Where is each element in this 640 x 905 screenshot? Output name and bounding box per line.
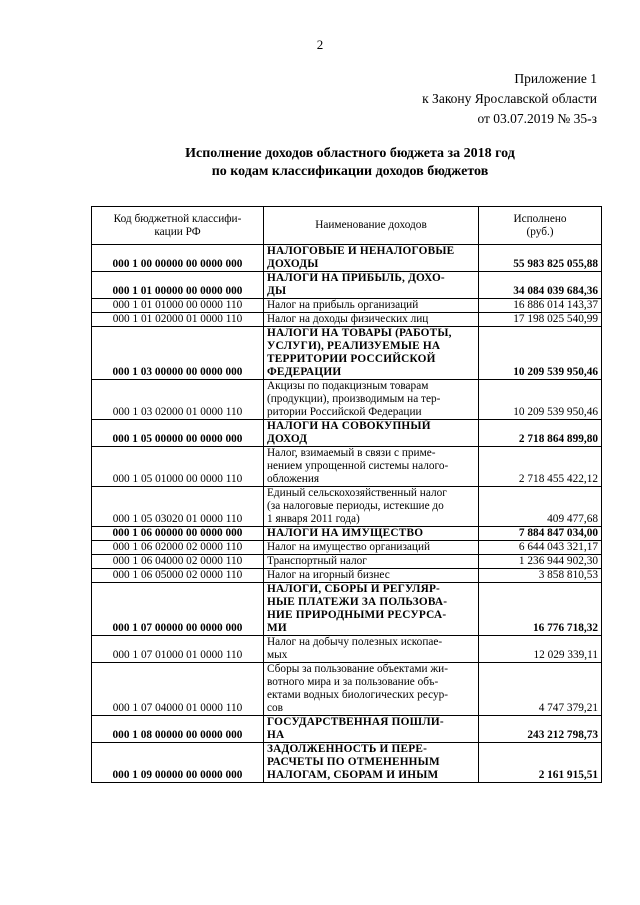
cell-name-line: ектами водных биологических ресур- — [267, 689, 449, 701]
cell-amount: 2 718 864 899,80 — [479, 420, 602, 447]
table-body — [92, 245, 602, 783]
cell-amount: 55 983 825 055,88 — [479, 245, 602, 272]
cell-name-line: вотного мира и за пользование объ- — [267, 676, 439, 688]
table-row — [92, 636, 602, 663]
table-row — [92, 527, 602, 541]
cell-amount: 243 212 798,73 — [479, 716, 602, 743]
table-row — [92, 487, 602, 527]
cell-name — [264, 663, 479, 716]
header-code-line: Код бюджетной классифи- — [113, 212, 242, 225]
cell-code: 000 1 00 00000 00 0000 000 — [92, 245, 264, 272]
header-name: Наименование доходов — [264, 207, 479, 245]
cell-name-line: НАЛОГАМ, СБОРАМ И ИНЫМ — [267, 769, 439, 781]
header-code — [92, 207, 264, 245]
cell-name-line: Сборы за пользование объектами жи- — [267, 663, 448, 675]
cell-name-line: (продукции), производимым на тер- — [267, 393, 441, 405]
cell-amount: 3 858 810,53 — [479, 569, 602, 583]
table-row — [92, 555, 602, 569]
cell-name-line: Налог на доходы физических лиц — [267, 313, 429, 325]
table-row — [92, 313, 602, 327]
revenue-table — [91, 206, 602, 783]
cell-code: 000 1 09 00000 00 0000 000 — [92, 743, 264, 783]
cell-code: 000 1 05 00000 00 0000 000 — [92, 420, 264, 447]
table-row — [92, 663, 602, 716]
cell-code: 000 1 06 00000 00 0000 000 — [92, 527, 264, 541]
cell-name-line: Налог на игорный бизнес — [267, 569, 390, 581]
cell-amount: 7 884 847 034,00 — [479, 527, 602, 541]
cell-name-line: Единый сельскохозяйственный налог — [267, 487, 447, 499]
cell-name-line: НАЛОГИ НА СОВОКУПНЫЙ — [267, 420, 431, 432]
cell-name — [264, 555, 479, 569]
cell-name — [264, 245, 479, 272]
header-code-line: кации РФ — [154, 225, 201, 238]
cell-amount: 4 747 379,21 — [479, 663, 602, 716]
cell-code: 000 1 01 01000 00 0000 110 — [92, 299, 264, 313]
cell-name-line: НАЛОГИ НА ПРИБЫЛЬ, ДОХО- — [267, 272, 445, 284]
document-title — [0, 145, 640, 181]
cell-amount: 12 029 339,11 — [479, 636, 602, 663]
cell-name-line: Налог на добычу полезных ископае- — [267, 636, 443, 648]
cell-name-line: НАЛОГИ, СБОРЫ И РЕГУЛЯР- — [267, 583, 441, 595]
cell-code: 000 1 03 02000 01 0000 110 — [92, 380, 264, 420]
cell-amount: 34 084 039 684,36 — [479, 272, 602, 299]
cell-name-line: ДОХОД — [267, 433, 308, 445]
table-header-row — [92, 207, 602, 245]
cell-name-line: Налог на прибыль организаций — [267, 299, 419, 311]
cell-name — [264, 716, 479, 743]
cell-name — [264, 569, 479, 583]
cell-amount: 10 209 539 950,46 — [479, 327, 602, 380]
cell-code: 000 1 07 01000 01 0000 110 — [92, 636, 264, 663]
cell-name — [264, 299, 479, 313]
cell-amount: 1 236 944 902,30 — [479, 555, 602, 569]
table-row — [92, 743, 602, 783]
table-row — [92, 447, 602, 487]
header-amount-line: (руб.) — [526, 225, 554, 238]
cell-amount: 10 209 539 950,46 — [479, 380, 602, 420]
cell-name — [264, 420, 479, 447]
cell-name-line: (за налоговые периоды, истекшие до — [267, 500, 444, 512]
appendix-line: от 03.07.2019 № 35-з — [477, 111, 597, 126]
title-line: по кодам классификации доходов бюджетов — [211, 164, 489, 179]
cell-amount: 6 644 043 321,17 — [479, 541, 602, 555]
cell-name — [264, 272, 479, 299]
cell-name — [264, 583, 479, 636]
cell-name-line: МИ — [267, 622, 287, 634]
cell-name-line: 1 января 2011 года) — [267, 513, 360, 525]
header-amount-line: Исполнено — [513, 212, 567, 225]
table-row — [92, 380, 602, 420]
cell-code: 000 1 05 03020 01 0000 110 — [92, 487, 264, 527]
table-row — [92, 299, 602, 313]
cell-name — [264, 743, 479, 783]
cell-amount: 2 718 455 422,12 — [479, 447, 602, 487]
cell-name — [264, 327, 479, 380]
cell-code: 000 1 06 02000 02 0000 110 — [92, 541, 264, 555]
cell-name-line: Акцизы по подакцизным товарам — [267, 380, 429, 392]
cell-name-line: НАЛОГИ НА ТОВАРЫ (РАБОТЫ, — [267, 327, 452, 339]
cell-name-line: обложения — [267, 473, 320, 485]
cell-name-line: ДОХОДЫ — [267, 258, 319, 270]
cell-name-line: ритории Российской Федерации — [267, 406, 422, 418]
cell-amount: 17 198 025 540,99 — [479, 313, 602, 327]
cell-name — [264, 636, 479, 663]
cell-name — [264, 380, 479, 420]
cell-amount: 2 161 915,51 — [479, 743, 602, 783]
cell-name — [264, 447, 479, 487]
cell-name — [264, 313, 479, 327]
cell-name-line: мых — [267, 649, 288, 661]
cell-name — [264, 487, 479, 527]
table-row — [92, 569, 602, 583]
table-row — [92, 272, 602, 299]
cell-name — [264, 541, 479, 555]
cell-name-line: НЫЕ ПЛАТЕЖИ ЗА ПОЛЬЗОВА- — [267, 596, 448, 608]
appendix-note — [422, 69, 597, 129]
cell-code: 000 1 07 00000 00 0000 000 — [92, 583, 264, 636]
cell-name-line: НАЛОГОВЫЕ И НЕНАЛОГОВЫЕ — [267, 245, 455, 257]
cell-code: 000 1 06 05000 02 0000 110 — [92, 569, 264, 583]
cell-name-line: Налог на имущество организаций — [267, 541, 431, 553]
cell-name-line: РАСЧЕТЫ ПО ОТМЕНЕННЫМ — [267, 756, 440, 768]
cell-code: 000 1 05 01000 00 0000 110 — [92, 447, 264, 487]
table-row — [92, 327, 602, 380]
cell-code: 000 1 01 02000 01 0000 110 — [92, 313, 264, 327]
cell-name-line: ФЕДЕРАЦИИ — [267, 366, 342, 378]
cell-name-line: сов — [267, 702, 283, 714]
title-line: Исполнение доходов областного бюджета за 2018 год — [185, 146, 515, 161]
cell-name-line: нением упрощенной системы налого- — [267, 460, 449, 472]
header-amount — [479, 207, 602, 245]
cell-amount: 16 886 014 143,37 — [479, 299, 602, 313]
cell-name-line: УСЛУГИ), РЕАЛИЗУЕМЫЕ НА — [267, 340, 441, 352]
cell-amount: 16 776 718,32 — [479, 583, 602, 636]
cell-name-line: ЗАДОЛЖЕННОСТЬ И ПЕРЕ- — [267, 743, 428, 755]
cell-name-line: НА — [267, 729, 285, 741]
cell-name-line: Налог, взимаемый в связи с приме- — [267, 447, 436, 459]
cell-name-line: Транспортный налог — [267, 555, 367, 567]
cell-name-line: НАЛОГИ НА ИМУЩЕСТВО — [267, 527, 424, 539]
cell-name-line: ДЫ — [267, 285, 287, 297]
cell-code: 000 1 01 00000 00 0000 000 — [92, 272, 264, 299]
cell-amount: 409 477,68 — [479, 487, 602, 527]
cell-code: 000 1 06 04000 02 0000 110 — [92, 555, 264, 569]
cell-name — [264, 527, 479, 541]
page-number: 2 — [316, 37, 324, 52]
cell-name-line: ТЕРРИТОРИИ РОССИЙСКОЙ — [267, 353, 436, 365]
cell-code: 000 1 08 00000 00 0000 000 — [92, 716, 264, 743]
cell-name-line: НИЕ ПРИРОДНЫМИ РЕСУРСА- — [267, 609, 447, 621]
cell-name-line: ГОСУДАРСТВЕННАЯ ПОШЛИ- — [267, 716, 444, 728]
table-row — [92, 420, 602, 447]
table-row — [92, 583, 602, 636]
appendix-line: Приложение 1 — [514, 71, 597, 86]
appendix-line: к Закону Ярославской области — [422, 91, 597, 106]
cell-code: 000 1 03 00000 00 0000 000 — [92, 327, 264, 380]
table-row — [92, 541, 602, 555]
table-row — [92, 716, 602, 743]
table-row — [92, 245, 602, 272]
cell-code: 000 1 07 04000 01 0000 110 — [92, 663, 264, 716]
